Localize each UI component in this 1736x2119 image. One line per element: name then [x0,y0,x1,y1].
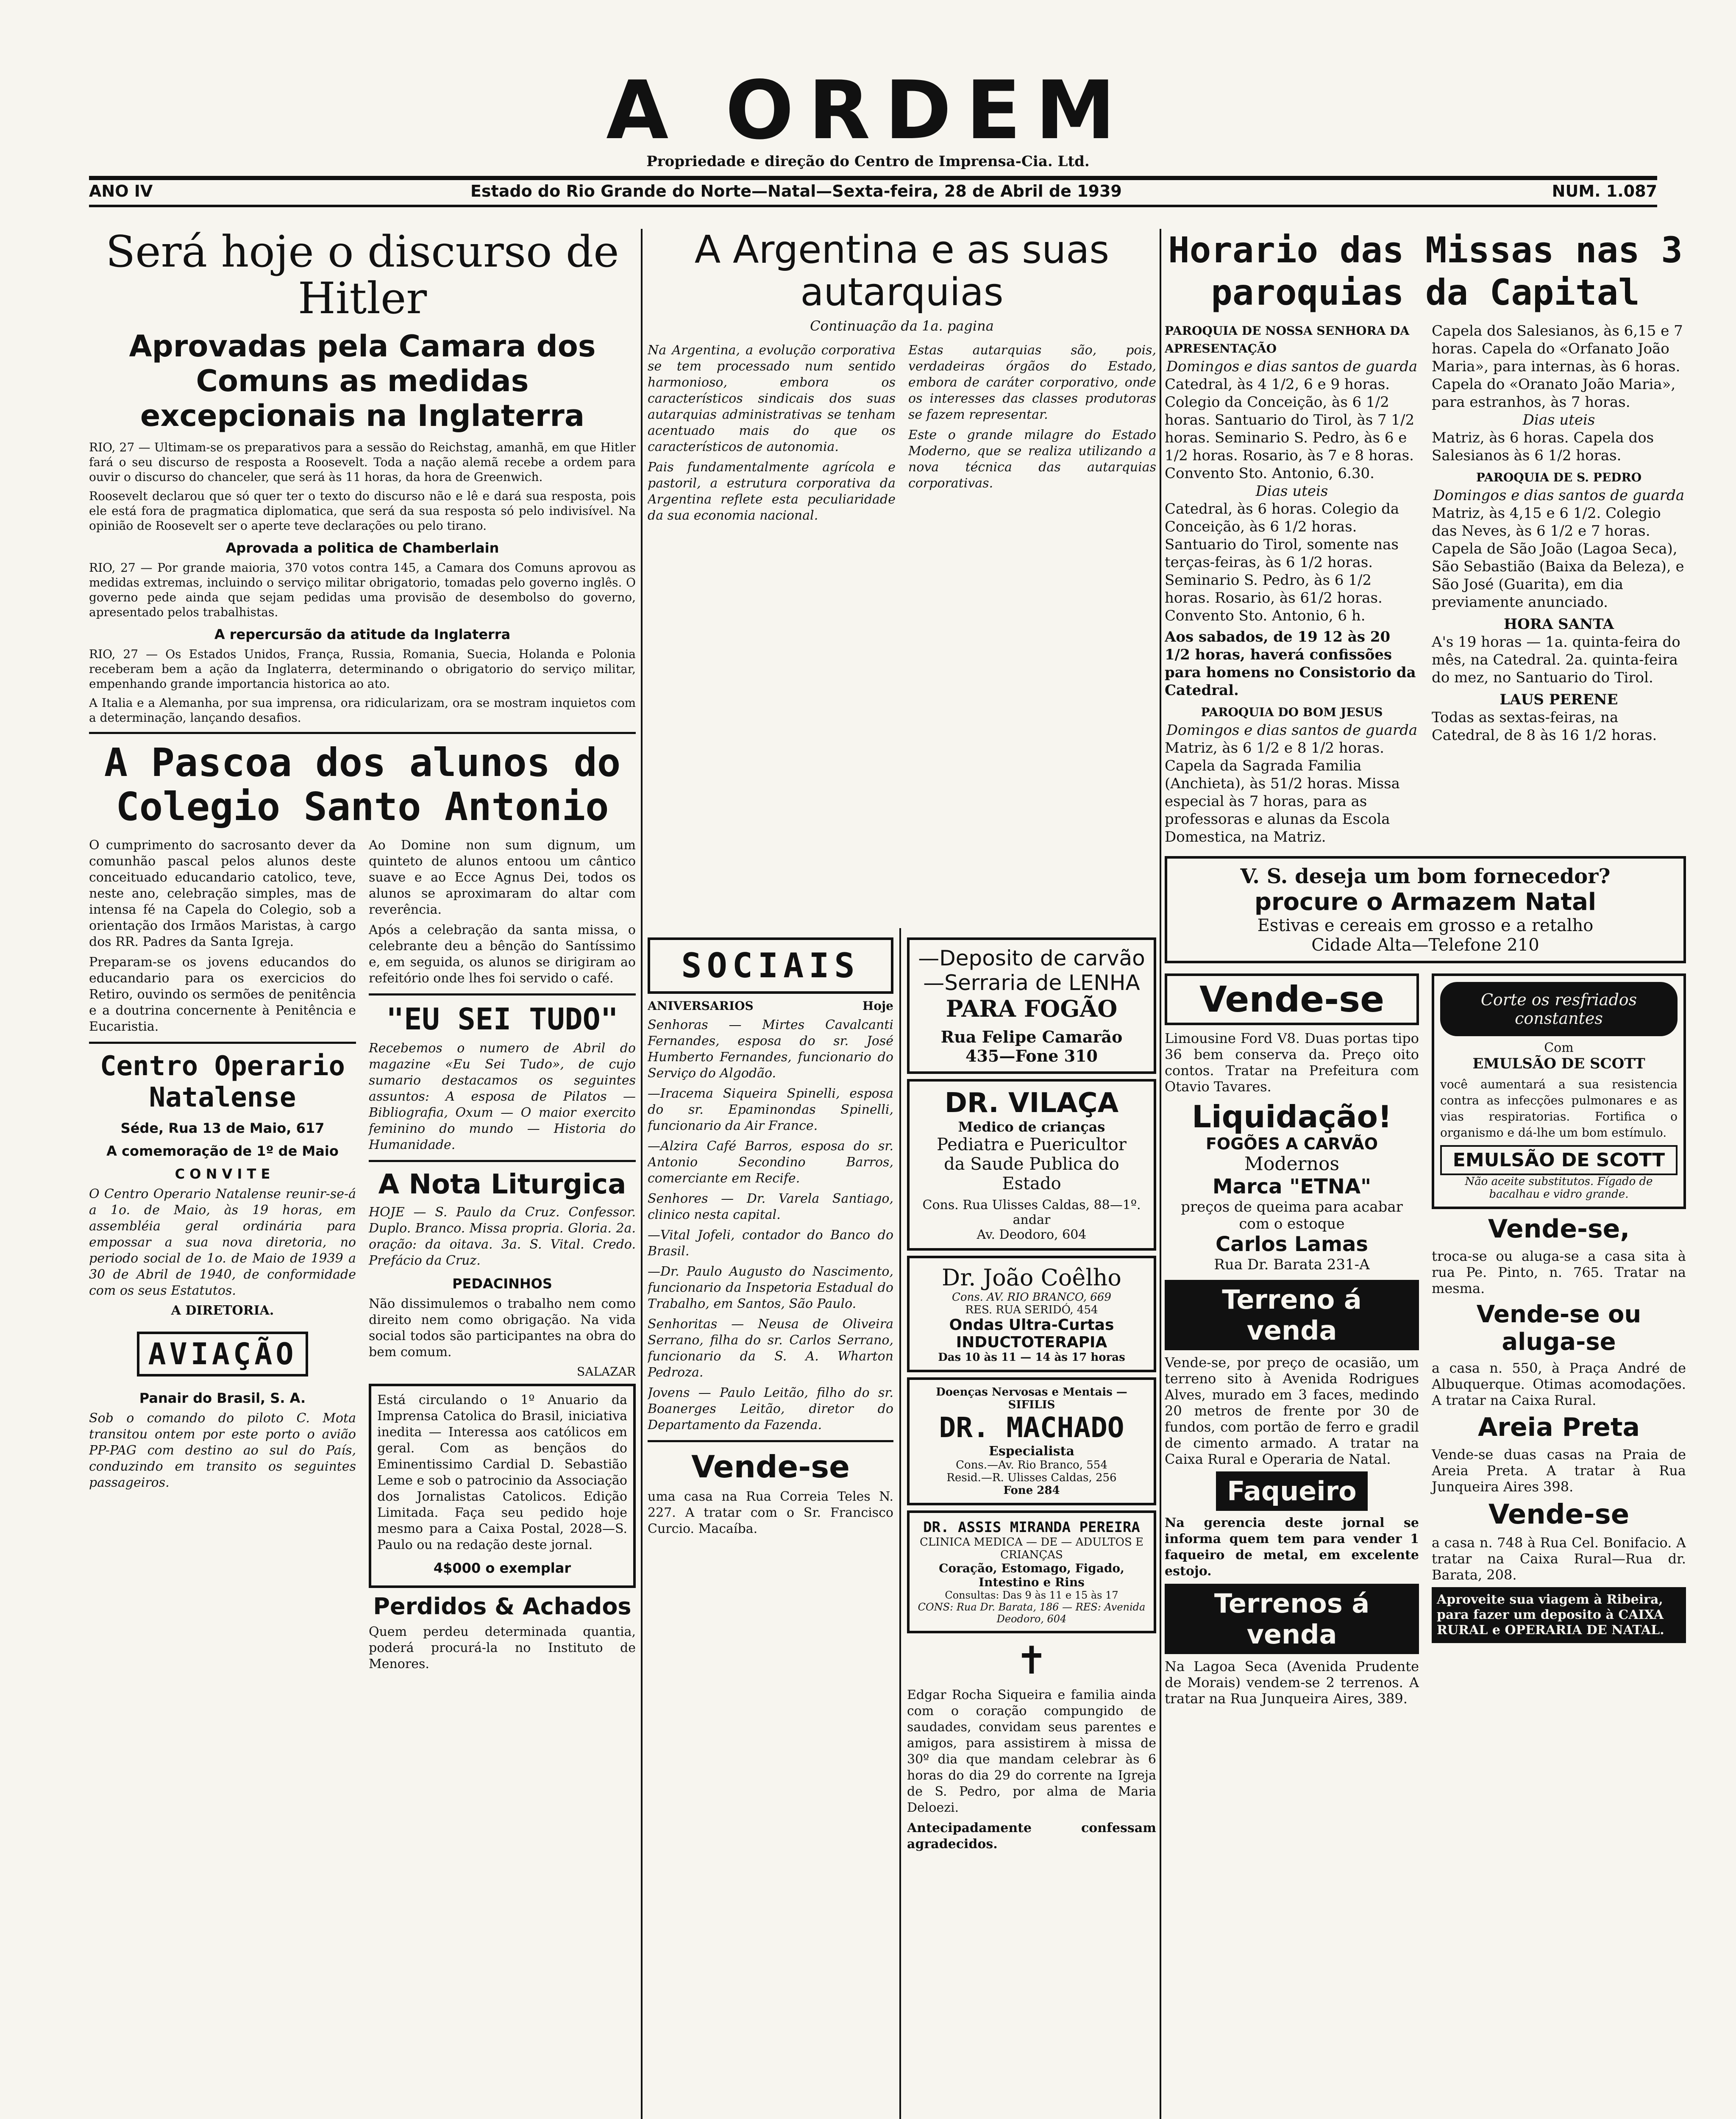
aviacao-body: Sob o comando do piloto C. Mota transitou ontem por este porto o avião PP-PAG com destino ao sul do País, conduzindo em transito os seguintes passageiros. [89,1411,356,1490]
dateline [89,176,1657,207]
argentina-headline: A Argentina e as suas autarquias [694,229,1110,314]
aluga-body: a casa n. 550, à Praça André de Albuquerque. Otimas acomodações. A tratar na Caixa Rural. [1432,1360,1686,1408]
machado-line: Fone 284 [1003,1484,1060,1497]
column-right [1165,229,1686,2119]
pedacinhos-sign: SALAZAR [577,1365,636,1379]
machado-top: Doenças Nervosas e Mentais — SIFILIS [936,1386,1127,1411]
hitler-subhead: A repercursão da atitude da Inglaterra [214,626,511,642]
parish-title: PAROQUIA DE NOSSA SENHORA DA APRESENTAÇÃO [1165,324,1410,356]
column-middle-top [648,229,1156,924]
liturgica-body: HOJE — S. Paulo da Cruz. Confessor. Duplo. Branco. Missa propria. Gloria. 2a. oração: da oitava. 3a. S. Vital. Credo. Prefácio da Cruz. [369,1205,636,1268]
liquidacao-line: preços de queima para acabar com o estoque [1181,1199,1403,1232]
liquidacao-address: Rua Dr. Barata 231-A [1214,1256,1370,1273]
hitler-kicker: Aprovadas pela Camara dos Comuns as medidas excepcionais na Inglaterra [129,329,596,433]
sociais-subhead: ANIVERSARIOS [648,999,754,1013]
armazem-line: Estivas e cereais em grosso e a retalho [1257,916,1594,935]
parish-subtitle: Domingos e dias santos de guarda [1166,358,1418,375]
assis-line: CLINICA MEDICA — DE — ADULTOS E CRIANÇAS [919,1536,1144,1561]
aluga-headline: Vende-se ou aluga-se [1476,1301,1641,1356]
parish-subtitle: Domingos e dias santos de guarda [1166,722,1418,739]
hitler-paragraph: RIO, 27 — Os Estados Unidos, França, Russia, Romania, Suecia, Holanda e Polonia receberam bem a ação da Inglaterra, determinando o obrigatorio do serviço militar, empenhando grande importancia historica ao ato. [89,647,636,691]
coelho-ad [907,1256,1156,1372]
coelho-line: INDUCTOTERAPIA [956,1334,1107,1351]
machado-ad [907,1377,1156,1505]
missas-body [1165,322,1686,846]
areia-body: Vende-se duas casas na Praia de Areia Preta. A tratar à Rua Junqueira Aires 398. [1432,1446,1686,1495]
vilaca-ad [907,1079,1156,1251]
armazem-ad [1165,856,1686,963]
ford-headline: Vende-se [1165,973,1419,1025]
parish-times: Matriz, às 6 1/2 e 8 1/2 horas. Capela da Sagrada Familia (Anchieta), às 51/2 horas. Missa especial às 7 horas, para as professoras e alunas da Escola Domestica, na Matriz. [1165,740,1400,845]
pascoa-paragraph: Após a celebração da santa missa, o celebrante deu a bênção do Santíssimo e, em seguida, os alunos se dirigiram ao refeitório onde lhes foi servido o café. [369,923,636,986]
vende748-body: a casa n. 748 à Rua Cel. Bonifacio. A tratar na Caixa Rural—Rua dr. Barata, 208. [1432,1535,1686,1583]
perdidos-headline: Perdidos & Achados [373,1593,632,1620]
centro-sign: A DIRETORIA. [171,1303,274,1318]
column-rule [641,229,643,2119]
sociais-item: Senhores — Dr. Varela Santiago, clinico nesta capital. [648,1191,893,1222]
parish-title: PAROQUIA DO BOM JESUS [1201,705,1383,719]
sociais-item: —Vital Jofeli, contador do Banco do Brasil. [648,1228,893,1259]
scott-brand: EMULSÃO DE SCOTT [1472,1055,1645,1072]
argentina-paragraph: Na Argentina, a evolução corporativa se tem processado num sentido harmonioso, embora os característicos sindicais dos suas autarquias administrativas se tenham acentuado mais do que os característicos de autonomia. [648,343,896,454]
obituario-body: Edgar Rocha Siqueira e familia ainda com o coração compungido de saudades, convidam seus parentes e amigos, para assistirem à missa de 30º dia que mandam celebrar às 6 horas do dia 29 do corrente na Igreja de S. Pedro, por alma de Maria Deloezi. [907,1688,1156,1815]
anuario-price: 4$000 o exemplar [433,1560,571,1576]
carvao-ad [907,937,1156,1074]
proprietor-line: Propriedade e direção do Centro de Imprensa-Cia. Ltd. [646,153,1090,170]
coelho-line: RES. RUA SERIDÓ, 454 [965,1304,1098,1316]
scott-slogan: Corte os resfriados constantes [1440,982,1678,1036]
armazem-name: procure o Armazem Natal [1254,888,1597,916]
place-date: Estado do Rio Grande do Norte—Natal—Sexta-feira, 28 de Abril de 1939 [470,182,1122,200]
argentina-body [648,338,1156,528]
liquidacao-line: Modernos [1244,1153,1340,1175]
assis-name: DR. ASSIS MIRANDA PEREIRA [923,1519,1140,1536]
hitler-paragraph: RIO, 27 — Por grande maioria, 370 votos contra 145, a Camara dos Comuns aprovou as medidas extremas, incluindo o serviço militar obrigatorio, tomadas pelo governo inglês. O governo pede ainda que sejam pedidas uma provisão de desembolso do governo, apresentado pelos trabalhistas. [89,561,636,619]
issue-number: NUM. 1.087 [1552,182,1657,200]
divider [369,993,636,996]
sociais-item: Senhoritas — Neusa de Oliveira Serrano, filha do sr. Carlos Serrano, funcionario da S. A. Wharton Pedroza. [648,1317,893,1380]
scott-with: Com [1544,1040,1574,1055]
liquidacao-brand: Marca "ETNA" [1212,1175,1372,1199]
vendese-troca-headline: Vende-se, [1488,1214,1630,1244]
faqueiro-body: Na gerencia deste jornal se informa quem tem para vender 1 faqueiro de metal, em excelente estojo. [1165,1516,1419,1579]
aviacao-company: Panair do Brasil, S. A. [139,1390,306,1406]
sociais-item: —Iracema Siqueira Spinelli, esposa do sr. Epaminondas Spinelli, funcionario da Air France. [648,1086,893,1133]
column-rule [899,928,901,2119]
parish-times: Capela dos Salesianos, às 6,15 e 7 horas. Capela do «Orfanato João Maria», para internas, às 6 horas. Capela do «Oranato João Maria», para estranhos, às 7 horas. [1432,323,1683,411]
euseitudo-body: Recebemos o numero de Abril do magazine «Eu Sei Tudo», de cujo sumario destacamos os seguintes assuntos: A esposa de Pilatos — Bibliografia, Oxum — O maior exercito feminino do mundo — Historia do Humanidade. [369,1041,636,1152]
machado-line: Cons.—Av. Rio Branco, 554 [956,1459,1107,1471]
year-label: ANO IV [89,182,153,200]
vilaca-name: DR. VILAÇA [944,1087,1119,1119]
newspaper-title: A ORDEM [606,64,1130,157]
parish-subtitle: Domingos e dias santos de guarda [1433,487,1685,504]
coelho-line: Ondas Ultra-Curtas [949,1316,1114,1334]
centro-headline: Centro Operario Natalense [100,1051,345,1113]
sociais-item: Jovens — Paulo Leitão, filho do sr. Boanerges Leitão, diretor do Departamento da Fazenda. [648,1385,893,1432]
argentina-paragraph: Este o grande milagre do Estado Moderno, que se realiza utilizando a nova técnica das autarquias corporativas. [908,428,1156,491]
vilaca-line: da Saude Publica do Estado [944,1154,1119,1193]
vendese-casa-headline: Vende-se [691,1449,850,1485]
perdidos-body: Quem perdeu determinada quantia, poderá procurá-la no Instituto de Menores. [369,1624,636,1671]
parish-subtitle: Dias uteis [1255,483,1328,500]
hitler-paragraph: A Italia e a Alemanha, por sua imprensa, ora ridicularizam, ora se mostram inquietos com a determinação, lançando desafios. [89,696,636,725]
masthead [0,64,1736,170]
carvao-address: Rua Felipe Camarão [940,1027,1123,1046]
centro-subhead: A comemoração de 1º de Maio [106,1143,339,1159]
hora-santa-body: A's 19 horas — 1a. quinta-feira do mês, na Catedral. 2a. quinta-feira do mez, no Santuario do Tirol. [1432,634,1680,686]
divider [89,732,636,734]
machado-line: Especialista [989,1444,1074,1459]
pedacinhos-title: PEDACINHOS [452,1276,552,1292]
carvao-phone: 435—Fone 310 [965,1046,1098,1065]
column-left [89,229,636,2119]
hitler-paragraph: Roosevelt declarou que só quer ter o texto do discurso não e lê e dará sua resposta, pois ele está fora de pragmatica diplomatica, que será da sua resposta só pelo indivisível. Na opinião de Roosevelt ser o aperte teve declarações ou pelo tirano. [89,489,636,533]
sociais-item: —Dr. Paulo Augusto do Nascimento, funcionario da Inspetoria Estadual do Trabalho, em Santos, São Paulo. [648,1264,893,1311]
missas-headline: Horario das Missas nas 3 paroquias da Capital [1168,229,1683,313]
armazem-phone: Cidade Alta—Telefone 210 [1311,935,1539,955]
terrenos-body: Na Lagoa Seca (Avenida Prudente de Morais) vendem-se 2 terrenos. A tratar na Rua Junqueira Aires, 389. [1165,1658,1419,1707]
scott-body: você aumentará a sua resistencia contra as infecções pulmonares e as vias respiratorias. Fortifica o organismo e dá-lhe um bom estímulo. [1440,1077,1678,1140]
sociais-hoje: Hoje [862,999,893,1013]
vilaca-res: Av. Deodoro, 604 [976,1227,1087,1242]
liquidacao-headline: Liquidação! [1192,1099,1392,1135]
vende748-headline: Vende-se [1488,1499,1630,1530]
laus-perene-body: Todas as sextas-feiras, na Catedral, de 8 às 16 1/2 horas. [1432,709,1657,744]
vilaca-address: Cons. Rua Ulisses Caldas, 88—1º. andar [922,1198,1141,1227]
carvao-line: PARA FOGÃO [946,995,1118,1022]
liquidacao-line: FOGÕES A CARVÃO [1205,1135,1378,1153]
assis-line: CONS: Rua Dr. Barata, 186 — RES: Avenida Deodoro, 604 [918,1601,1146,1625]
pedacinhos-body: Não dissimulemos o trabalho nem como direito nem como obrigação. Na vida social todos são participantes na obra do bem comum. [369,1296,636,1360]
terreno-body: Vende-se, por preço de ocasião, um terreno sito à Avenida Rodrigues Alves, murado em 3 faces, medindo 20 metros de frente por 30 de fundos, com portão de ferro e gradil de cimento armado. A tratar na Caixa Rural e Operaria de Natal. [1165,1354,1419,1467]
pascoa-paragraph: O cumprimento do sacrosanto dever da comunhão pascal pelos alunos deste conceituado educandario catolico, teve, neste ano, celebração simples, mas de intensa fé na Capela do Colegio, sob a orientação dos Irmãos Maristas, à cargo dos RR. Padres da Santa Igreja. [89,838,356,949]
column-sociais [648,932,893,2119]
vilaca-spec: Medico de crianças [958,1119,1105,1135]
argentina-paragraph: Pais fundamentalmente agrícola e pastoril, a estrutura corporativa da Argentina reflete esta peculiaridade da sua economia nacional. [648,460,896,523]
divider [648,1440,893,1442]
anuario-box [369,1384,636,1588]
carvao-line: —Serraria de LENHA [923,971,1140,995]
assis-line: Consultas: Das 9 às 11 e 15 às 17 [945,1589,1118,1601]
anuario-body: Está circulando o 1º Anuario da Imprensa Catolica do Brasil, iniciativa inedita — Interessa aos católicos em geral. Com as bençãos do Eminentissimo Cardial D. Sebastião Leme e sob o patrocinio da Associação dos Jornalistas Catolicos. Edição Limitada. Faça seu pedido hoje mesmo para a Caixa Postal, 2028—S. Paulo ou na redação deste jornal. [377,1393,627,1552]
ribeira-ad: Aproveite sua viagem à Ribeira, para fazer um deposito à CAIXA RURAL e OPERARIA DE NATAL. [1432,1587,1686,1643]
vendese-troca-body: troca-se ou aluga-se a casa sita à rua Pe. Pinto, n. 765. Tratar na mesma. [1432,1248,1686,1296]
confessions-note: Aos sabados, de 19 12 às 20 1/2 horas, haverá confissões para homens no Consistorio da Catedral. [1165,628,1416,699]
assis-ad [907,1510,1156,1633]
pascoa-body [89,833,636,1677]
divider [369,1160,636,1162]
hitler-subhead: Aprovada a politica de Chamberlain [225,540,499,556]
hitler-paragraph: RIO, 27 — Ultimam-se os preparativos para a sessão do Reichstag, amanhã, em que Hitler fará o seu discurso de resposta a Roosevelt. Toda a nação alemã recebe a ordem para ouvir o discurso do chanceler, que será às 11 horas, da hora de Greenwich. [89,440,636,484]
pascoa-paragraph: Preparam-se os jovens educandos do educandario para os exercicios do Retiro, ouvindo os sermões de penitência e a doutrina concernente à Penitência e Eucaristia. [89,955,356,1034]
faqueiro-headline: Faqueiro [1216,1471,1368,1511]
liquidacao-seller: Carlos Lamas [1216,1232,1368,1256]
scott-logo: EMULSÃO DE SCOTT [1440,1145,1678,1175]
scott-note: Não aceite substitutos. Fígado de bacalhau e vidro grande. [1465,1175,1653,1201]
pascoa-headline: A Pascoa dos alunos do Colegio Santo Antonio [104,740,621,829]
areia-headline: Areia Preta [1477,1413,1640,1442]
machado-line: Resid.—R. Ulisses Caldas, 256 [946,1471,1117,1484]
terrenos-headline: Terrenos á venda [1165,1584,1419,1654]
terreno-headline: Terreno á venda [1165,1280,1419,1350]
hitler-headline: Será hoje o discurso de Hitler [106,229,619,324]
machado-name: DR. MACHADO [939,1411,1124,1444]
centro-body: O Centro Operario Natalense reunir-se-á a 1o. de Maio, às 19 horas, em assembléia geral ordinária para empossar a sua nova diretoria, no periodo social de 1o. de Maio de 1939 a 30 de Abril de 1940, de conformidade com os seus Estatutos. [89,1187,356,1298]
coelho-name: Dr. João Coêlho [942,1264,1121,1291]
column-ads-middle [907,932,1156,2119]
sociais-item: Senhoras — Mirtes Cavalcanti Fernandes, esposa do sr. José Humberto Fernandes, funcionario do Serviço do Algodão. [648,1018,893,1081]
parish-times: Matriz, às 4,15 e 6 1/2. Colegio das Neves, às 6 1/2 e 7 horas. Capela de São João (Lagoa Seca), São Sebastião (Baixa da Beleza), e São José (Guarita), em dia previamente anunciado. [1432,505,1684,611]
ford-body: Limousine Ford V8. Duas portas tipo 36 bem conserva da. Preço oito contos. Tratar na Prefeitura com Otavio Tavares. [1165,1030,1419,1095]
centro-convite: C O N V I T E [175,1166,270,1182]
assis-line: Coração, Estomago, Figado, Intestino e Rins [939,1561,1124,1589]
parish-subtitle: Dias uteis [1522,412,1595,428]
carvao-line: —Deposito de carvão [918,946,1145,971]
liturgica-headline: A Nota Liturgica [378,1169,626,1200]
parish-times: Catedral, às 6 horas. Colegio da Conceição, às 6 1/2 horas. Santuario do Tirol, somente nas terças-feiras, às 6 1/2 horas. Seminario S. Pedro, às 6 1/2 horas. Rosario, às 61/2 horas. Convento Sto. Antonio, 6 h. [1165,501,1399,624]
scott-ad [1432,973,1686,1209]
sociais-item: —Alzira Café Barros, esposa do sr. Antonio Secondino Barros, comerciante em Recife. [648,1139,893,1186]
euseitudo-headline: "EU SEI TUDO" [386,1002,618,1037]
divider [89,1042,356,1044]
argentina-paragraph: Estas autarquias são, pois, verdadeiras órgãos do Estado, embora de caráter corporativo, onde os interesses das classes produtoras se fazem representar. [908,343,1156,422]
parish-title: PAROQUIA DE S. PEDRO [1476,470,1642,484]
hora-santa-title: HORA SANTA [1503,616,1614,633]
laus-perene-title: LAUS PERENE [1500,691,1618,708]
vendese-casa-body: uma casa na Rua Correia Teles N. 227. A tratar com o Sr. Francisco Curcio. Macaíba. [648,1489,893,1536]
centro-sede: Séde, Rua 13 de Maio, 617 [120,1120,325,1136]
argentina-continuation: Continuação da 1a. pagina [810,318,994,334]
parish-times: Catedral, às 4 1/2, 6 e 9 horas. Colegio da Conceição, às 6 1/2 horas. Santuario do Tirol, às 7 1/2 horas. Seminario S. Pedro, às 6 e 1/2 horas. Rosario, às 7 e 8 horas. Convento Sto. Antonio, 6.30. [1165,376,1415,482]
vilaca-line: Pediatra e Puericultor [937,1135,1127,1154]
aviacao-label: AVIAÇÃO [137,1332,308,1377]
coelho-hours: Das 10 às 11 — 14 às 17 horas [938,1351,1125,1364]
obituario-thanks: Antecipadamente confessam agradecidos. [907,1821,1156,1852]
parish-times: Matriz, às 6 horas. Capela dos Salesianos às 6 1/2 horas. [1432,429,1654,464]
cross-icon: ✝ [1015,1638,1048,1683]
armazem-question: V. S. deseja um bom fornecedor? [1240,865,1611,888]
column-rule [1160,229,1161,2119]
sociais-headline: SOCIAIS [648,937,893,994]
pascoa-paragraph: Ao Domine non sum dignum, um quinteto de alunos entoou um cântico suave e ao Ecce Agnus Dei, todos os alunos se aproximaram do altar com reverência. [369,838,636,917]
coelho-line: Cons. AV. RIO BRANCO, 669 [952,1291,1111,1304]
